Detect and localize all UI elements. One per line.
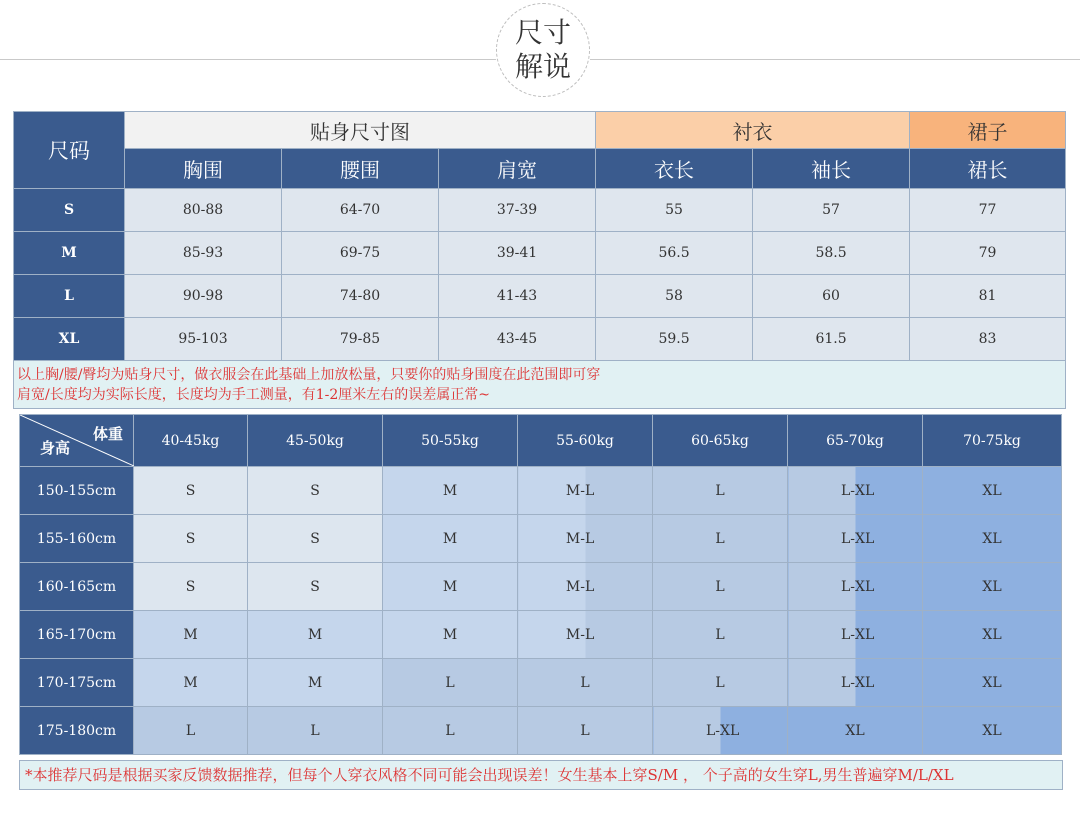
height-row bbox=[20, 659, 1062, 707]
size-note bbox=[14, 361, 1066, 409]
size-label: L bbox=[14, 275, 125, 318]
measurement-cell: 77 bbox=[910, 189, 1066, 232]
recommended-size-cell: XL bbox=[923, 467, 1062, 515]
measurement-cell: 61.5 bbox=[753, 318, 910, 361]
size-label: XL bbox=[14, 318, 125, 361]
header-rule-right bbox=[590, 59, 1080, 60]
header-rule-left bbox=[0, 59, 496, 60]
recommended-size-cell: M bbox=[383, 467, 518, 515]
measurement-cell: 83 bbox=[910, 318, 1066, 361]
recommended-size-cell bbox=[788, 515, 923, 563]
size-range bbox=[518, 579, 652, 595]
recommended-size-cell: L bbox=[134, 707, 248, 755]
measurement-cell: 90-98 bbox=[125, 275, 282, 318]
recommended-size-cell: L bbox=[653, 611, 788, 659]
size-row bbox=[14, 189, 1066, 232]
weight-column-header: 65-70kg bbox=[788, 415, 923, 467]
size-range bbox=[788, 579, 922, 595]
measurement-cell: 60 bbox=[753, 275, 910, 318]
size-note-line-2: 肩宽/长度均为实际长度，长度均为手工测量，有1-2厘米左右的误差属正常~ bbox=[17, 387, 490, 403]
recommended-size-cell bbox=[788, 659, 923, 707]
size-range bbox=[518, 531, 652, 547]
recommended-size-cell: S bbox=[134, 563, 248, 611]
height-weight-corner bbox=[20, 415, 134, 467]
group-header-shirt: 衬衣 bbox=[596, 112, 910, 149]
size-range-start: L- bbox=[840, 578, 855, 595]
column-header-shirt-length: 衣长 bbox=[596, 149, 753, 189]
recommended-size-cell bbox=[518, 611, 653, 659]
measurement-cell: 41-43 bbox=[439, 275, 596, 318]
column-header-waist: 腰围 bbox=[282, 149, 439, 189]
recommended-size-cell bbox=[518, 515, 653, 563]
size-range-start: L- bbox=[840, 530, 855, 547]
recommended-size-cell: S bbox=[134, 515, 248, 563]
weight-column-header: 50-55kg bbox=[383, 415, 518, 467]
size-range-start: L- bbox=[840, 626, 855, 643]
measurement-cell: 58 bbox=[596, 275, 753, 318]
size-range bbox=[518, 483, 652, 499]
recommended-size-cell: S bbox=[248, 515, 383, 563]
recommended-size-cell: M bbox=[383, 563, 518, 611]
size-range-end: L bbox=[585, 626, 595, 643]
size-range bbox=[788, 483, 922, 499]
recommended-size-cell: L bbox=[383, 707, 518, 755]
column-header-shoulder: 肩宽 bbox=[439, 149, 596, 189]
recommended-size-cell: XL bbox=[923, 515, 1062, 563]
measurement-cell: 64-70 bbox=[282, 189, 439, 232]
weight-column-header: 70-75kg bbox=[923, 415, 1062, 467]
weight-column-header: 40-45kg bbox=[134, 415, 248, 467]
recommended-size-cell: S bbox=[248, 467, 383, 515]
title-badge bbox=[496, 3, 590, 97]
column-header-sleeve-length: 袖长 bbox=[753, 149, 910, 189]
recommended-size-cell: M bbox=[383, 515, 518, 563]
recommended-size-cell: XL bbox=[788, 707, 923, 755]
recommended-size-cell: XL bbox=[923, 707, 1062, 755]
measurement-cell: 43-45 bbox=[439, 318, 596, 361]
height-label-cell: 165-170cm bbox=[20, 611, 134, 659]
size-range-start: L- bbox=[705, 722, 720, 739]
recommended-size-cell: S bbox=[134, 467, 248, 515]
height-label-cell: 175-180cm bbox=[20, 707, 134, 755]
recommended-size-cell: L bbox=[653, 659, 788, 707]
recommended-size-cell: XL bbox=[923, 563, 1062, 611]
size-range-end: L bbox=[585, 482, 595, 499]
recommended-size-cell: L bbox=[653, 515, 788, 563]
recommended-size-cell: L bbox=[653, 563, 788, 611]
size-label: S bbox=[14, 189, 125, 232]
recommended-size-cell bbox=[788, 467, 923, 515]
size-range-end: L bbox=[585, 578, 595, 595]
recommended-size-cell: S bbox=[248, 563, 383, 611]
measurement-cell: 69-75 bbox=[282, 232, 439, 275]
recommended-size-cell: M bbox=[248, 659, 383, 707]
recommended-size-cell: M bbox=[248, 611, 383, 659]
column-header-chest: 胸围 bbox=[125, 149, 282, 189]
height-label-cell: 155-160cm bbox=[20, 515, 134, 563]
size-range-end: XL bbox=[855, 626, 875, 643]
recommended-size-cell: L bbox=[383, 659, 518, 707]
recommended-size-cell: M bbox=[134, 611, 248, 659]
height-row bbox=[20, 707, 1062, 755]
size-range bbox=[518, 627, 652, 643]
recommended-size-cell bbox=[518, 563, 653, 611]
measurement-cell: 79-85 bbox=[282, 318, 439, 361]
title-line-2: 解说 bbox=[514, 50, 571, 83]
title-line-1: 尺寸 bbox=[514, 16, 571, 49]
size-range-start: L- bbox=[840, 674, 855, 691]
measurement-cell: 56.5 bbox=[596, 232, 753, 275]
recommended-size-cell: L bbox=[248, 707, 383, 755]
recommended-size-cell bbox=[653, 707, 788, 755]
size-row bbox=[14, 232, 1066, 275]
group-header-skirt: 裙子 bbox=[910, 112, 1066, 149]
height-label-cell: 160-165cm bbox=[20, 563, 134, 611]
size-range-end: L bbox=[585, 530, 595, 547]
size-range-start: M- bbox=[565, 626, 585, 643]
size-column-header: 尺码 bbox=[14, 112, 125, 189]
measurement-cell: 37-39 bbox=[439, 189, 596, 232]
height-row bbox=[20, 563, 1062, 611]
recommendation-footnote: *本推荐尺码是根据买家反馈数据推荐，但每个人穿衣风格不同可能会出现误差！女生基本上穿S/M ， 个子高的女生穿L,男生普遍穿M/L/XL bbox=[19, 760, 1063, 790]
size-range-end: XL bbox=[720, 722, 740, 739]
size-range bbox=[653, 723, 787, 739]
measurement-cell: 80-88 bbox=[125, 189, 282, 232]
size-range-end: XL bbox=[855, 578, 875, 595]
height-label-cell: 170-175cm bbox=[20, 659, 134, 707]
column-header-skirt-length: 裙长 bbox=[910, 149, 1066, 189]
weight-label: 体重 bbox=[92, 425, 123, 443]
size-range-end: XL bbox=[855, 530, 875, 547]
measurement-cell: 59.5 bbox=[596, 318, 753, 361]
recommended-size-cell: L bbox=[518, 707, 653, 755]
size-range-start: M- bbox=[565, 482, 585, 499]
measurement-cell: 57 bbox=[753, 189, 910, 232]
size-range-start: M- bbox=[565, 530, 585, 547]
size-range-end: XL bbox=[855, 482, 875, 499]
size-recommendation-table bbox=[19, 414, 1062, 755]
recommended-size-cell: XL bbox=[923, 611, 1062, 659]
size-note-line-1: 以上胸/腰/臀均为贴身尺寸，做衣服会在此基础上加放松量，只要你的贴身围度在此范围即可穿 bbox=[17, 367, 601, 383]
size-row bbox=[14, 275, 1066, 318]
height-label-cell: 150-155cm bbox=[20, 467, 134, 515]
height-row bbox=[20, 467, 1062, 515]
recommended-size-cell bbox=[518, 467, 653, 515]
recommended-size-cell: M bbox=[383, 611, 518, 659]
size-range-end: XL bbox=[855, 674, 875, 691]
recommended-size-cell: M bbox=[134, 659, 248, 707]
measurement-cell: 39-41 bbox=[439, 232, 596, 275]
recommended-size-cell bbox=[788, 563, 923, 611]
size-range-start: L- bbox=[840, 482, 855, 499]
size-measurement-table bbox=[13, 111, 1066, 409]
size-label: M bbox=[14, 232, 125, 275]
measurement-cell: 55 bbox=[596, 189, 753, 232]
measurement-cell: 58.5 bbox=[753, 232, 910, 275]
recommended-size-cell: L bbox=[653, 467, 788, 515]
measurement-cell: 85-93 bbox=[125, 232, 282, 275]
recommended-size-cell bbox=[788, 611, 923, 659]
measurement-cell: 74-80 bbox=[282, 275, 439, 318]
weight-column-header: 55-60kg bbox=[518, 415, 653, 467]
size-range bbox=[788, 675, 922, 691]
recommended-size-cell: L bbox=[518, 659, 653, 707]
height-label: 身高 bbox=[40, 439, 71, 457]
size-range-start: M- bbox=[565, 578, 585, 595]
size-row bbox=[14, 318, 1066, 361]
size-range bbox=[788, 531, 922, 547]
size-range bbox=[788, 627, 922, 643]
weight-column-header: 45-50kg bbox=[248, 415, 383, 467]
measurement-cell: 95-103 bbox=[125, 318, 282, 361]
measurement-cell: 81 bbox=[910, 275, 1066, 318]
height-row bbox=[20, 611, 1062, 659]
group-header-body: 贴身尺寸图 bbox=[125, 112, 596, 149]
weight-column-header: 60-65kg bbox=[653, 415, 788, 467]
measurement-cell: 79 bbox=[910, 232, 1066, 275]
height-row bbox=[20, 515, 1062, 563]
recommended-size-cell: XL bbox=[923, 659, 1062, 707]
